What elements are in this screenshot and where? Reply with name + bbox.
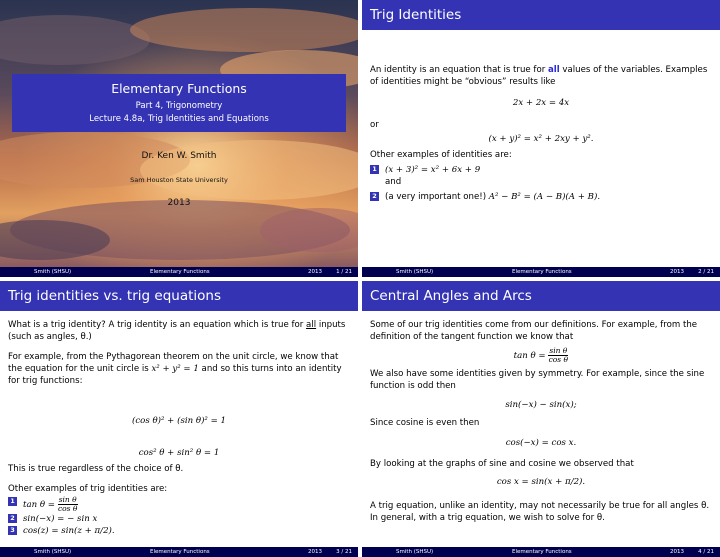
- list-item: [8, 496, 350, 513]
- footer-page-number: 4 / 21: [698, 549, 714, 555]
- footer-title: Elementary Functions: [150, 269, 210, 275]
- footer-author: Smith (SHSU): [396, 269, 434, 275]
- footer-year: 2013: [670, 549, 684, 555]
- slide-title: [0, 0, 358, 277]
- slide-identities-vs-equations: [0, 281, 358, 557]
- footer-page-number: 2 / 21: [698, 269, 714, 275]
- equation: (x + 3)² = x² + 6x + 9: [385, 165, 481, 175]
- equation-lhs: tan θ =: [513, 351, 549, 361]
- list-number-badge: 2: [8, 514, 17, 523]
- list-number-badge: 3: [8, 526, 17, 535]
- presentation-subtitle: Part 4, Trigonometry: [135, 101, 223, 111]
- equation: A² − B² = (A − B)(A + B).: [488, 192, 601, 202]
- equation: [370, 347, 712, 364]
- presentation-date: 2013: [167, 198, 191, 208]
- slide-footer: [362, 267, 720, 277]
- list-number-badge: 1: [8, 497, 17, 506]
- paragraph: This is true regardless of the choice of θ.: [8, 464, 184, 474]
- slide-content: [8, 319, 350, 537]
- paragraph: [370, 64, 712, 88]
- slide-footer: [0, 267, 358, 277]
- sunset-sky-background: [0, 0, 358, 267]
- footer-author: Smith (SHSU): [34, 549, 72, 555]
- equation: sin(−x) = − sin x: [23, 514, 98, 524]
- text: values of the variables. Examples of identities might be “obvious” results like: [370, 65, 708, 87]
- footer-year: 2013: [308, 549, 322, 555]
- slide-title: Central Angles and Arcs: [362, 281, 720, 311]
- numerator: sin θ: [58, 495, 77, 504]
- slide-footer: [0, 547, 358, 557]
- denominator: cos θ: [548, 355, 569, 364]
- fraction: [548, 347, 568, 364]
- lecture-subtitle: Lecture 4.8a, Trig Identities and Equations: [89, 114, 269, 124]
- footer-author: Smith (SHSU): [34, 269, 72, 275]
- title-block: [12, 74, 346, 132]
- equation: cos(−x) = cos x.: [505, 438, 577, 448]
- slide-central-angles-arcs: [362, 281, 720, 557]
- paragraph: Other examples of identities are:: [370, 150, 512, 160]
- underlined-text: all: [306, 320, 317, 330]
- equation: x² + y² = 1: [151, 364, 199, 374]
- footer-page-number: 1 / 21: [336, 269, 352, 275]
- footer-title: Elementary Functions: [512, 269, 572, 275]
- slide-content: [370, 64, 712, 203]
- footer-year: 2013: [670, 269, 684, 275]
- list-number-badge: 2: [370, 192, 379, 201]
- paragraph: Some of our trig identities come from our definitions. For example, from the definition of the tangent function we know that: [370, 320, 698, 342]
- equation: (cos θ)² + (sin θ)² = 1: [132, 416, 226, 426]
- slide-title: Trig Identities: [362, 0, 720, 30]
- paragraph: By looking at the graphs of sine and cosine we observed that: [370, 459, 634, 469]
- footer-year: 2013: [308, 269, 322, 275]
- equation: (x + y)² = x² + 2xy + y².: [488, 134, 594, 144]
- equation: sin(−x) − sin(x);: [505, 400, 577, 410]
- author-name: Dr. Ken W. Smith: [141, 151, 217, 161]
- denominator: cos θ: [57, 504, 78, 513]
- slide-footer: [362, 547, 720, 557]
- text: inputs (such as angles, θ.): [8, 320, 346, 342]
- list-number-badge: 1: [370, 165, 379, 174]
- equation: cos² θ + sin² θ = 1: [138, 448, 220, 458]
- text: and: [385, 177, 402, 187]
- slide-title: Trig identities vs. trig equations: [0, 281, 358, 311]
- slide-trig-identities: [362, 0, 720, 277]
- footer-title: Elementary Functions: [150, 549, 210, 555]
- list-item: [370, 191, 712, 203]
- text: (a very important one!): [385, 192, 489, 202]
- text: For example, from the Pythagorean theorem on the unit circle, we know that the equation for the unit circle is: [8, 352, 339, 374]
- emphasis-text: all: [547, 65, 560, 75]
- institution-name: Sam Houston State University: [130, 176, 228, 184]
- footer-title: Elementary Functions: [512, 549, 572, 555]
- text: An identity is an equation that is true for: [370, 65, 548, 75]
- presentation-title: Elementary Functions: [111, 81, 247, 96]
- paragraph: [8, 319, 350, 343]
- paragraph: [8, 351, 350, 387]
- equation: cos x = sin(x + π/2).: [496, 477, 586, 487]
- equation: [23, 496, 78, 513]
- equation: 2x + 2x = 4x: [512, 98, 570, 108]
- text: What is a trig identity? A trig identity is an equation which is true for: [8, 320, 307, 330]
- equation: cos(z) = sin(z + π/2).: [23, 526, 115, 536]
- paragraph: Since cosine is even then: [370, 418, 480, 428]
- text: or: [370, 120, 379, 130]
- footer-page-number: 3 / 21: [336, 549, 352, 555]
- text: and so this turns into an identity for trig functions:: [8, 364, 342, 386]
- list-item: [370, 164, 712, 176]
- list-item: [8, 513, 350, 525]
- numerator: sin θ: [549, 346, 568, 355]
- fraction: [58, 496, 78, 513]
- equation-lhs: tan θ =: [23, 500, 58, 510]
- slide-content: [370, 319, 712, 524]
- list-item: [8, 525, 350, 537]
- paragraph: Other examples of trig identities are:: [8, 484, 168, 494]
- paragraph: A trig equation, unlike an identity, may not necessarily be true for all angles θ. In general, with a trig equation, we wish to solve for θ.: [370, 501, 710, 523]
- footer-author: Smith (SHSU): [396, 549, 434, 555]
- paragraph: We also have some identities given by symmetry. For example, since the sine function is odd then: [370, 369, 705, 391]
